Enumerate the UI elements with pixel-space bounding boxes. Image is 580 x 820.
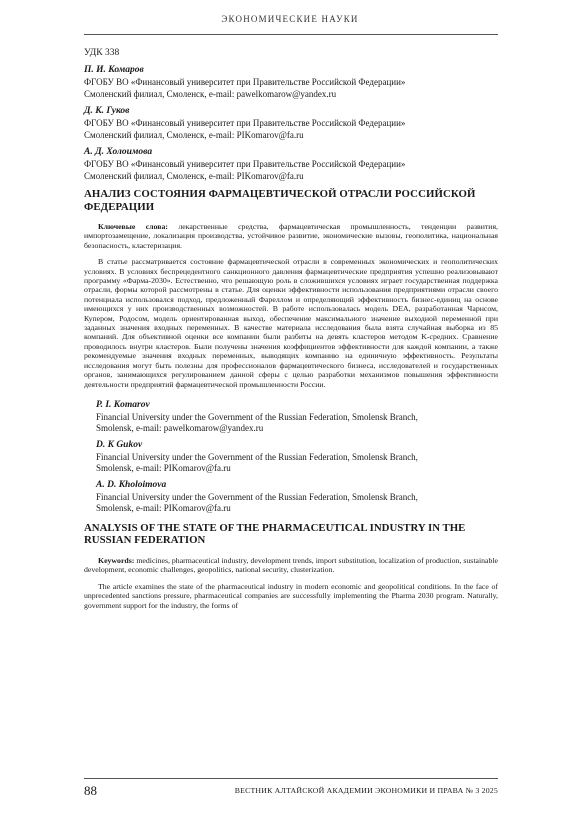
abstract-ru: В статье рассматривается состояние фармацевтической отрасли в современных экономических и геополитических условиях. В условиях беспрецедентного санкционного давления фармацевтические предприятия успешно реализовывают программу «Фарма-2030». Естественно, что решающую роль в сложившихся условиях играет государственная поддержка отрасли, формы которой рассмотрены в статье. Для оценки эффективности использования предприятиями отрасли своего потенциала использовался подход, предложенный Фареллом и определяющий эффективность бизнес-единиц на основе имеющихся у них производственных возможностей. В работе использовалась модель DEA, разработанная Чарнсом, Купером, Родосом, модель ориентированная выход, обеспечение максимального значение выходной переменной при заданных значения входных переменных. В качестве материала исследования была взята случайная выборка из 85 компаний. Для объективной оценки все компании были разбиты на девять кластеров методом K-средних. Сравнение проводилось внутри кластеров. Были получены значения коэффициентов эффективности для каждой компании, а также рекомендуемые значения входных переменных, выводящих компанию на единичную эффективность. Результаты исследования могут быть полезны для профессионалов фармацевтического бизнеса, исследователей и государственных органов, занимающихся регулированием данной сферы с целью разработки механизмов повышения эффективности деятельности предприятий фармацевтической промышленности России. — [84, 257, 498, 389]
author-branch: Смоленский филиал, Смоленск, e-mail: PIKomarov@fa.ru — [84, 170, 304, 181]
running-head: ЭКОНОМИЧЕСКИЕ НАУКИ — [221, 14, 359, 24]
author-affiliation: ФГОБУ ВО «Финансовый университет при Правительстве Российской Федерации» — [84, 77, 406, 87]
author-name: П. И. Комаров — [84, 65, 144, 75]
author-ru-2 — [84, 106, 498, 141]
author-ru-3 — [84, 147, 498, 182]
author-en-3 — [96, 480, 498, 515]
page-number: 88 — [84, 783, 97, 798]
abstract-en: The article examines the state of the pharmaceutical industry in modern economic and geopolitical conditions. In the face of unprecedented sanctions pressure, pharmaceutical companies are successfully implementing the Pharma 2030 program. Naturally, government support for the industry, the forms of — [84, 581, 498, 610]
author-name: P. I. Komarov — [96, 399, 150, 410]
keywords-label: Ключевые слова: — [98, 222, 168, 231]
author-affiliation: ФГОБУ ВО «Финансовый университет при Правительстве Российской Федерации» — [84, 159, 406, 169]
author-name: A. D. Kholoimova — [96, 479, 167, 490]
author-affiliation: ФГОБУ ВО «Финансовый университет при Правительстве Российской Федерации» — [84, 118, 406, 128]
header-divider — [84, 34, 498, 35]
author-affiliation: Financial University under the Government of the Russian Federation, Smolensk Branch, — [96, 411, 418, 422]
author-en-2 — [96, 440, 498, 475]
author-branch: Smolensk, e-mail: PIKomarov@fa.ru — [96, 463, 231, 474]
article-title-en: ANALYSIS OF THE STATE OF THE PHARMACEUTICAL INDUSTRY IN THE RUSSIAN FEDERATION — [84, 521, 466, 547]
author-en-1 — [96, 400, 498, 435]
author-branch: Смоленский филиал, Смоленск, e-mail: pawelkomarow@yandex.ru — [84, 88, 337, 99]
author-affiliation: Financial University under the Government of the Russian Federation, Smolensk Branch, — [96, 491, 418, 502]
author-name: D. K Gukov — [96, 439, 143, 450]
author-branch: Smolensk, e-mail: pawelkomarow@yandex.ru — [96, 423, 264, 434]
article-body — [84, 48, 498, 621]
udk-code: УДК 338 — [84, 48, 120, 58]
keywords-text: medicines, pharmaceutical industry, development trends, import substitution, localization of production, sustainable development, economic challenges, geopolitics, national security, clusterization. — [84, 555, 498, 575]
author-name: А. Д. Холоимова — [84, 147, 153, 157]
journal-name: ВЕСТНИК АЛТАЙСКОЙ АКАДЕМИИ ЭКОНОМИКИ И ПРАВА № 3 2025 — [234, 786, 498, 795]
author-ru-1 — [84, 65, 498, 100]
keywords-label: Keywords: — [98, 555, 135, 565]
keywords-en — [84, 556, 498, 575]
footer-divider — [84, 778, 498, 779]
keywords-ru — [84, 222, 498, 250]
author-affiliation: Financial University under the Government of the Russian Federation, Smolensk Branch, — [96, 451, 418, 462]
author-name: Д. К. Гуков — [84, 106, 130, 116]
author-branch: Smolensk, e-mail: PIKomarov@fa.ru — [96, 503, 231, 514]
article-title-ru: АНАЛИЗ СОСТОЯНИЯ ФАРМАЦЕВТИЧЕСКОЙ ОТРАСЛИ РОССИЙСКОЙ ФЕДЕРАЦИИ — [84, 188, 476, 213]
keywords-text: лекарственные средства, фармацевтическая промышленность, тенденции развития, импортозамещение, локализация производства, устойчивое развитие, экономические вызовы, геополитика, национальная безопасность, кластеризация. — [84, 222, 498, 250]
author-branch: Смоленский филиал, Смоленск, e-mail: PIKomarov@fa.ru — [84, 129, 304, 140]
